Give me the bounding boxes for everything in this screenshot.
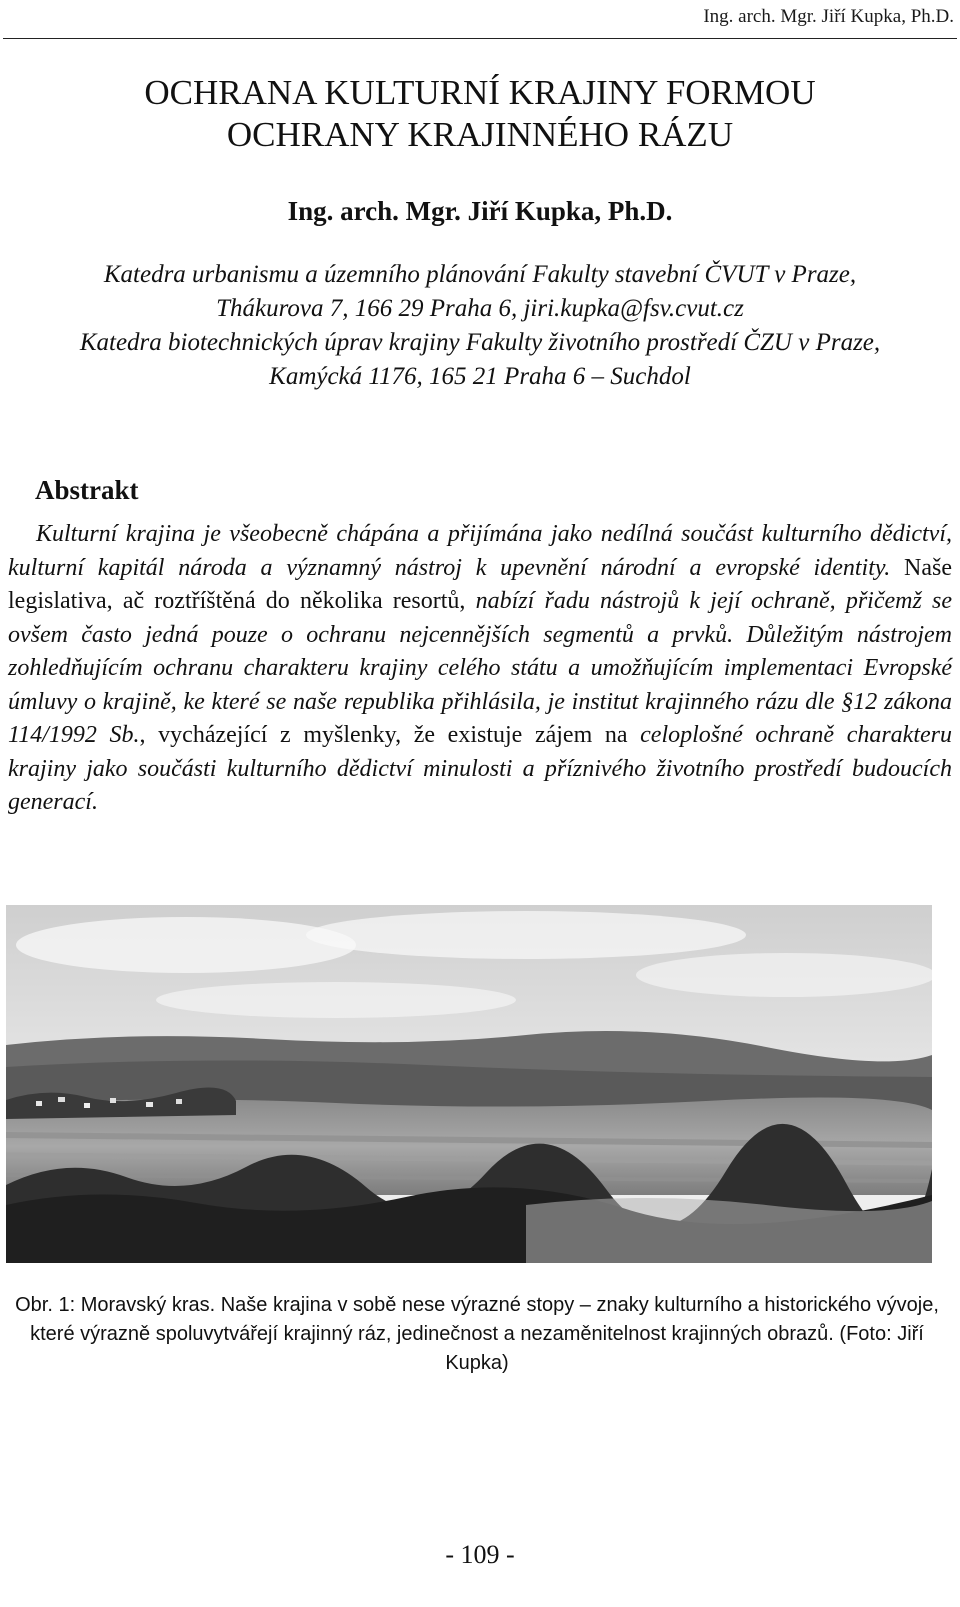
affiliations <box>0 258 960 394</box>
landscape-photo <box>6 905 932 1263</box>
author-name: Ing. arch. Mgr. Jiří Kupka, Ph.D. <box>287 196 673 226</box>
paper-title <box>0 72 960 156</box>
abstract-segment-5: , vycházející z myšlenky, že existuje zájem na <box>139 722 641 748</box>
affiliation-line-4: Kamýcká 1176, 165 21 Praha 6 – Suchdol <box>269 363 691 390</box>
page-number: - 109 - <box>445 1540 515 1569</box>
abstract-segment-6: celoplošné ochraně charakteru krajiny jako součásti kulturního dědictví minulosti a příznivého životního prostředí budoucích generací. <box>8 722 952 815</box>
abstract-segment-4: Důležitým nástrojem zohledňujícím ochranu charakteru krajiny celého státu a umožňujícím implementaci Evropské úmluvy o krajině, ke které se naše republika přihlásila, je institut krajinného rázu dle §12 zákona 114/1992 Sb. <box>8 621 952 748</box>
abstract-heading: Abstrakt <box>35 475 139 505</box>
affiliation-line-1: Katedra urbanismu a územního plánování Fakulty stavební ČVUT v Praze, <box>103 261 857 288</box>
abstract-segment-1: Kulturní krajina je všeobecně chápána a přijímána jako nedílná součást kulturního dědictví, kulturní kapitál národa a významný nástroj k upevnění národní a evropské identity. <box>8 521 952 581</box>
affiliation-line-2: Thákurova 7, 166 29 Praha 6, jiri.kupka@fsv.cvut.cz <box>216 295 744 322</box>
abstract-segment-3: nabízí řadu nástrojů k její ochraně, přičemž se ovšem často jedná pouze o ochranu nejcennějších segmentů a prvků. <box>8 588 952 648</box>
landscape-photo-drawing <box>6 905 932 1263</box>
title-line-1: OCHRANA KULTURNÍ KRAJINY FORMOU <box>144 73 816 112</box>
abstract-segment-2: Naše legislativa, ač roztříštěná do několika resortů, <box>8 554 952 614</box>
affiliation-line-3: Katedra biotechnických úprav krajiny Fakulty životního prostředí ČZU v Praze, <box>79 329 881 356</box>
title-line-2: OCHRANY KRAJINNÉHO RÁZU <box>226 115 734 154</box>
header-rule <box>3 38 957 39</box>
abstract-text <box>8 518 952 820</box>
running-header: Ing. arch. Mgr. Jiří Kupka, Ph.D. <box>703 6 954 27</box>
figure-caption: Obr. 1: Moravský kras. Naše krajina v sobě nese výrazné stopy – znaky kulturního a historického vývoje, které výrazně spoluvytvářejí krajinný ráz, jedinečnost a nezaměnitelnost krajinných obrazů. (Foto: Jiří Kupka) <box>15 1294 939 1374</box>
